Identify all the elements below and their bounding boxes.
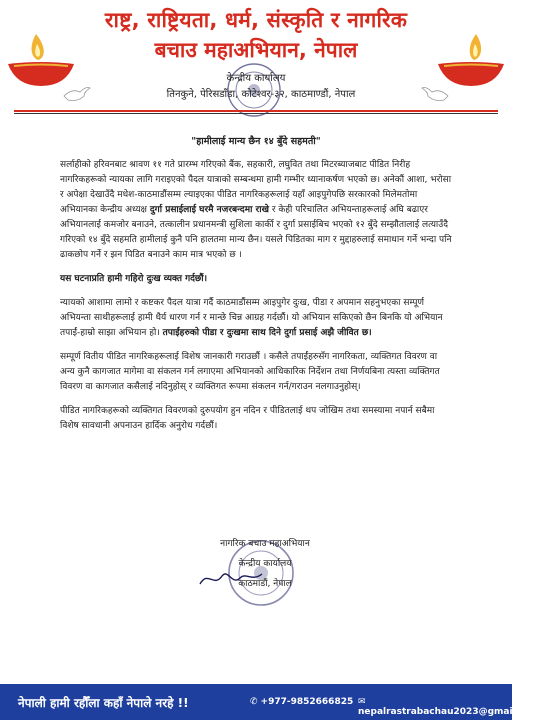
highlight-text: दुर्गा प्रसाईलाई घरमै नजरबन्दमा राखे <box>149 205 269 215</box>
paragraph-4: पीडित नागरिकहरूको व्यक्तिगत विवरणको दुरुपयोग हुन नदिन र पीडितलाई थप जोखिम तथा समस्यामा नपार्न सबैमा विशेष सावधानी अपनाउन हार्दिक अनुरोध गर्दछौं। <box>60 406 435 431</box>
phone-icon: ✆ <box>250 697 258 707</box>
office-address: तिनकुने, पेरिसडाँडा, कोटेश्वर-३२, काठमाण्डौं, नेपाल <box>166 89 356 100</box>
paragraph-3: सम्पूर्ण वितीय पीडित नागरिकहरूलाई विशेष जानकारी गराउछौं । कसैले तपाईंहरुसँग नागरिकता, व्यक्तिगत विवरण वा अन्य कुनै कागजात मागेमा वा संकलन गर्न लगाएमा अभियानको आधिकारिक निर्देशन तथा निर्णयबिना त्यस्ता व्यक्तिगत विवरण वा कागजात कसैलाई नदिनुहोस् र व्यक्तिगत रूपमा संकलन गर्न/गराउन नलगाउनुहोस्। <box>60 352 440 392</box>
dove-icon <box>62 84 92 104</box>
signature-place: काठमाडौं, नेपाल <box>238 579 292 589</box>
email-icon: ✉ <box>358 697 366 707</box>
letter-subject: "हामीलाई मान्य छैन १४ बुँदे सहमती" <box>191 136 321 147</box>
letter-body <box>60 158 452 443</box>
org-title-line1: राष्ट्र, राष्ट्रियता, धर्म, संस्कृति र नागरिक <box>104 8 408 32</box>
footer-bar <box>0 684 540 720</box>
office-label: केन्द्रीय कार्यालय <box>226 73 286 84</box>
highlight-text: तपाईंहरुको पीडा र दुःखमा साथ दिने दुर्गा प्रसाई अझै जीवित छ। <box>162 328 372 338</box>
section-heading: यस घटनाप्रति हामी गहिरो दुःख व्यक्त गर्दछौं। <box>60 274 207 284</box>
letterhead <box>0 0 512 118</box>
footer-slogan: नेपाली हामी रहौँला कहाँ नेपाले नरहे !! <box>18 696 189 710</box>
footer-email: ✉nepalrastrabachau2023@gmail.com <box>358 697 540 717</box>
paragraph-1: सर्लाहीको हरिवनबाट श्रावण ११ गते प्रारम्भ गरिएको बैंक, सहकारी, लघुवित तथा मिटरब्याजबाट पीडित निरीह नागरिकहरूको न्यायका लागि गराइएको पैदल यात्राको सम्बन्धमा हामी गम्भीर ध्यानाकर्षण भएको छ। अनेकौं आशा, भरोसा र अपेक्षा देखाउँदै मधेश-काठमाडौंसम्म ल्याइएका पीडित नागरिकहरूलाई यहाँ आइपुगेपछि सरकारको मिलेमतोमा अभियानका केन्द्रीय अध्यक्ष दुर्गा प्रसाईलाई घरमै नजरबन्दमा राखे र केही परिचालित अभियन्ताहरूलाई अघि बढाएर अभियानलाई कमजोर बनाउने, तत्कालीन प्रधानमन्त्री सुशिला कार्की र दुर्गा प्रसाईबिच भएको १२ बुँदे सम्झौतालाई लत्याउँदै गरिएको १४ बुँदे सहमति हामीलाई कुनै पनि हालतमा मान्य छैन। यसले पिडितका माग र मुद्दाहरुलाई समाधान गर्ने भन्दा पनि ढाकछोप गर्ने र झन पिडित बनाउने काम मात्र भएको छ । <box>60 160 452 260</box>
signature-block <box>200 534 330 594</box>
header-divider <box>14 110 498 112</box>
signature-org: नागरिक बचाउ महाअभियान <box>220 539 310 549</box>
header-divider-thin <box>14 113 498 114</box>
signature-office: केन्द्रीय कार्यालय <box>238 559 292 569</box>
paragraph-2: न्यायको आशामा लामो र कष्टकर पैदल यात्रा गर्दै काठमाडौंसम्म आइपुगेर दुःख, पीडा र अपमान सहनुभएका सम्पूर्ण अभियन्ता साथीहरूलाई हामी धैर्य धारण गर्न र मान्छे चिन्न आग्रह गर्दछौं। यो अभियान सकिएको छैन बिनकि यो अभियान तपाईं-हाम्रो साझा अभियान हो। तपाईंहरुको पीडा र दुःखमा साथ दिने दुर्गा प्रसाई अझै जीवित छ। <box>60 298 443 338</box>
footer-phone: ✆ +977-9852666825 <box>250 697 354 707</box>
org-title-line2: बचाउ महाअभियान, नेपाल <box>154 38 358 62</box>
